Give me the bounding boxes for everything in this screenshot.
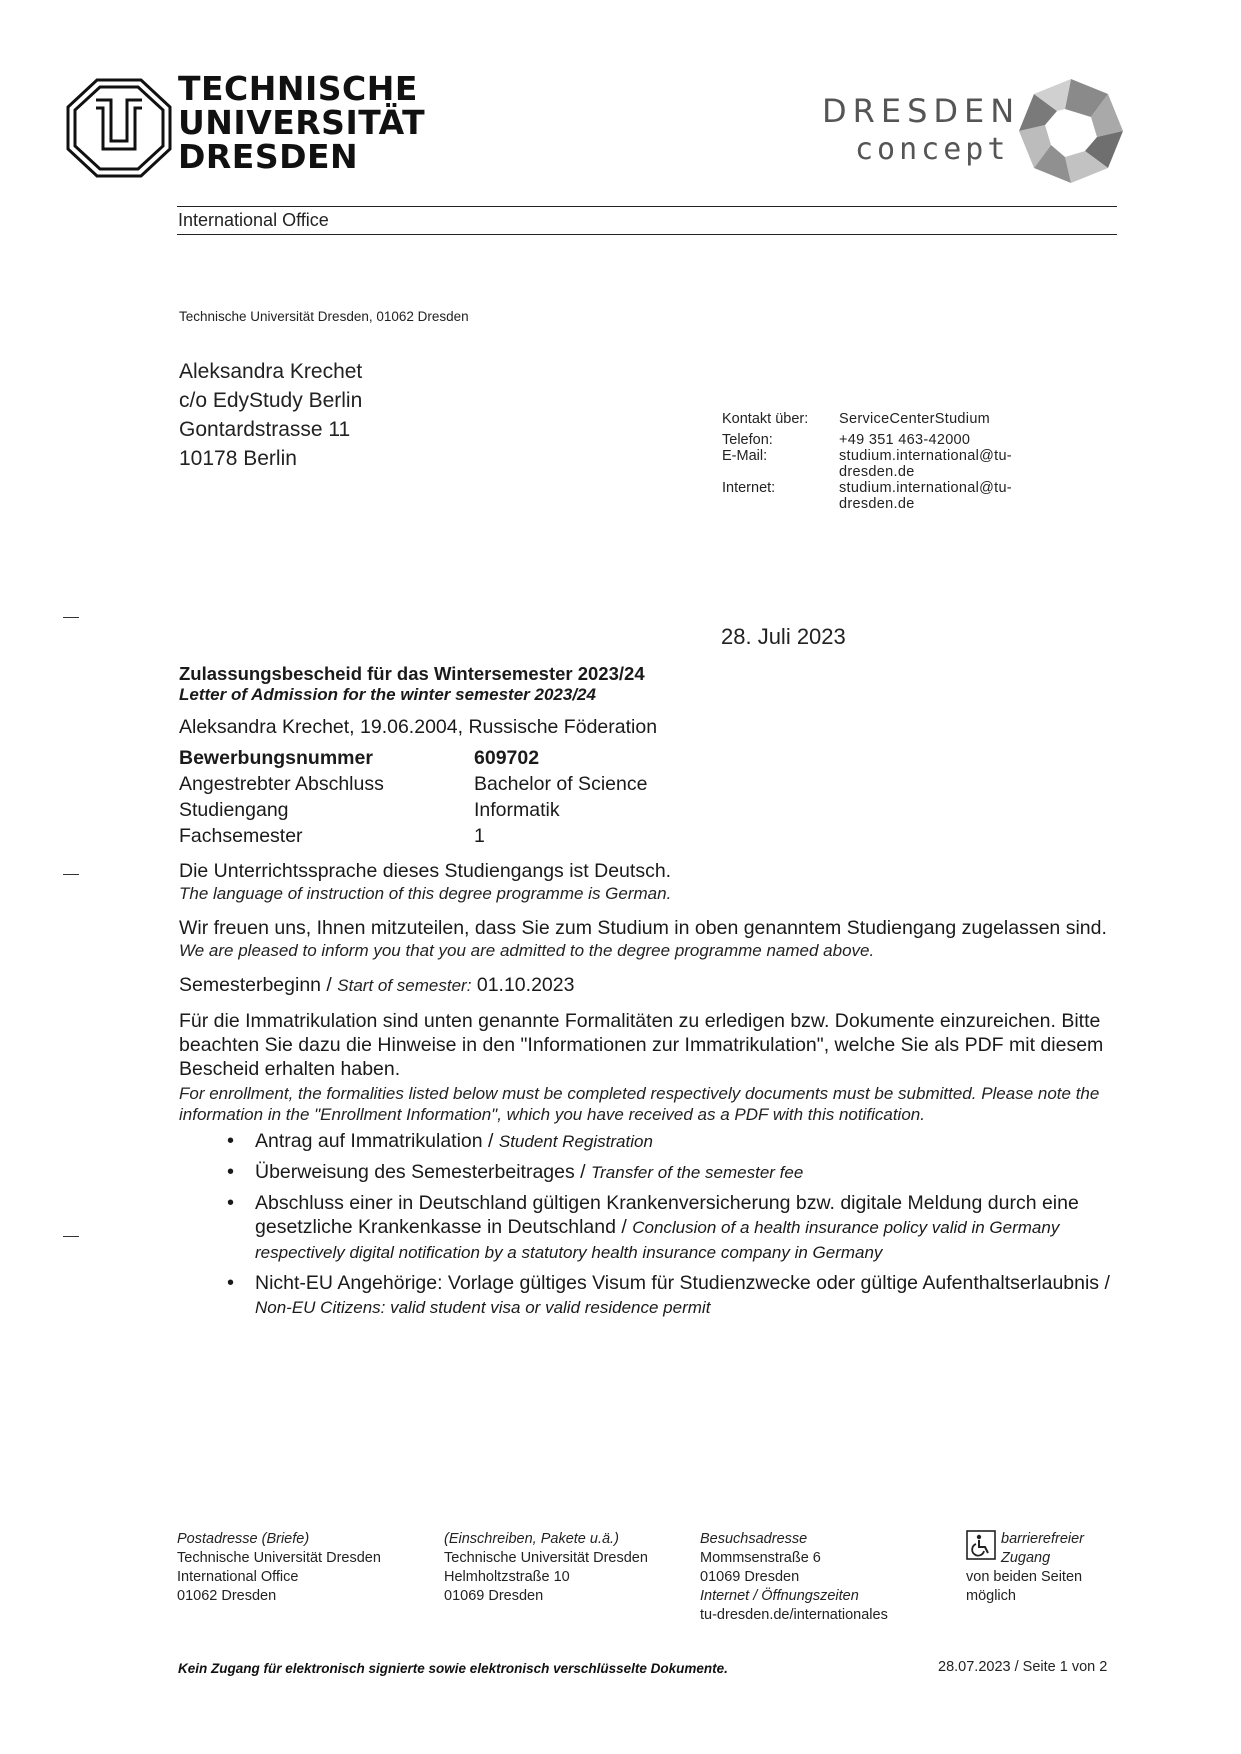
wordmark-line-1: TECHNISCHE <box>178 69 418 108</box>
semester-number-value: 1 <box>474 825 485 847</box>
email-label: E-Mail: <box>722 448 768 464</box>
contact-label: Kontakt über: <box>722 411 809 427</box>
footer-line: 01069 Dresden <box>700 1569 800 1585</box>
degree-value: Bachelor of Science <box>474 773 648 795</box>
letter-body <box>179 663 1129 1326</box>
requirement-de: Nicht-EU Angehörige: Vorlage gültiges Visum für Studienzwecke oder gültige Aufenthaltserlaubnis / <box>255 1272 1110 1294</box>
semester-start-label-en: Start of semester: <box>337 976 472 995</box>
internet-label: Internet: <box>722 480 776 496</box>
fold-mark-3 <box>63 1236 79 1237</box>
recipient-street: Gontardstrasse 11 <box>179 418 351 441</box>
footer-heading: Besuchsadresse <box>700 1531 808 1547</box>
programme-value: Informatik <box>474 799 560 821</box>
list-item <box>255 1191 1129 1265</box>
admission-german: Wir freuen uns, Ihnen mitzuteilen, dass Sie zum Studium in oben genanntem Studiengang zugelassen sind. <box>179 917 1107 939</box>
footer-heading: (Einschreiben, Pakete u.ä.) <box>444 1531 619 1547</box>
wheelchair-icon <box>966 1530 996 1560</box>
footer-line: 01062 Dresden <box>177 1588 277 1604</box>
semester-start-label-de: Semesterbeginn / <box>179 974 332 996</box>
contact-value: ServiceCenterStudium <box>839 411 991 427</box>
fold-mark-1 <box>63 617 79 618</box>
requirement-en: Non-EU Citizens: valid student visa or valid residence permit <box>255 1298 711 1317</box>
footer-line: möglich <box>966 1588 1016 1604</box>
footer-line: Helmholtzstraße 10 <box>444 1569 570 1585</box>
enrollment-german: Für die Immatrikulation sind unten genannte Formalitäten zu erledigen bzw. Dokumente einzureichen. Bitte beachten Sie dazu die Hinweise in den "Informationen zur Immatrikulation", welche Sie als PDF mit diesem Bescheid erhalten haben. <box>179 1010 1104 1080</box>
footer-heading: Postadresse (Briefe) <box>177 1531 310 1547</box>
dresden-concept-word-1: DRESDEN <box>822 92 1021 130</box>
dresden-concept-word-2: concept <box>855 132 1010 167</box>
footer-accessibility <box>966 1530 1084 1606</box>
semester-start-date: 01.10.2023 <box>476 974 575 996</box>
bottom-note: Kein Zugang für elektronisch signierte sowie elektronisch verschlüsselte Dokumente. <box>178 1661 728 1676</box>
internet-value-line-1: studium.international@tu- <box>839 480 1012 496</box>
department-name: International Office <box>178 210 329 230</box>
language-german: Die Unterrichtssprache dieses Studiengangs ist Deutsch. <box>179 860 672 882</box>
page-info: 28.07.2023 / Seite 1 von 2 <box>938 1659 1108 1675</box>
recipient-address <box>179 357 362 473</box>
footer-line: Technische Universität Dresden <box>177 1550 381 1566</box>
sender-line: Technische Universität Dresden, 01062 Dresden <box>179 309 469 324</box>
requirement-de: Abschluss einer in Deutschland gültigen Krankenversicherung bzw. digitale Meldung durch eine gesetzliche Krankenkasse in Deutschland / <box>255 1192 1079 1238</box>
requirement-en: Conclusion of a health insurance policy valid in Germany respectively digital notification by a statutory health insurance company in Germany <box>255 1218 1060 1262</box>
subject-english: Letter of Admission for the winter semester 2023/24 <box>179 685 596 704</box>
semester-number-label: Fachsemester <box>179 825 303 847</box>
letter-date: 28. Juli 2023 <box>721 624 846 649</box>
programme-label: Studiengang <box>179 799 289 821</box>
list-item <box>255 1160 1129 1185</box>
requirement-de: Antrag auf Immatrikulation / <box>255 1130 494 1152</box>
accessibility-heading-2: Zugang <box>1001 1550 1051 1566</box>
footer-website[interactable]: tu-dresden.de/internationales <box>700 1607 888 1623</box>
footer-line: Technische Universität Dresden <box>444 1550 648 1566</box>
internet-value <box>839 480 1039 512</box>
application-number-label: Bewerbungsnummer <box>179 747 373 769</box>
language-english: The language of instruction of this degree programme is German. <box>179 884 672 903</box>
requirement-en: Student Registration <box>498 1132 653 1151</box>
phone-label: Telefon: <box>722 432 773 448</box>
contact-block <box>722 411 1039 512</box>
tu-dresden-logo <box>66 78 172 178</box>
footer-visit-address <box>700 1530 888 1625</box>
header-rule-bottom <box>177 234 1117 235</box>
footer-parcel-address <box>444 1530 648 1606</box>
accessibility-heading-1: barrierefreier <box>1001 1531 1084 1547</box>
footer-line-italic: Internet / Öffnungszeiten <box>700 1588 859 1604</box>
footer-line: von beiden Seiten <box>966 1569 1083 1585</box>
footer-line: Mommsenstraße 6 <box>700 1550 821 1566</box>
fold-mark-2 <box>63 874 79 875</box>
footer-postal-address <box>177 1530 381 1606</box>
admission-english: We are pleased to inform you that you are admitted to the degree programme named above. <box>179 941 875 960</box>
wordmark-line-2: UNIVERSITÄT <box>178 103 426 142</box>
header-rule-top <box>177 206 1117 207</box>
email-value <box>839 448 1039 480</box>
semester-start <box>179 973 1129 997</box>
list-item <box>255 1129 1129 1154</box>
applicant-line: Aleksandra Krechet, 19.06.2004, Russische Föderation <box>179 716 658 738</box>
dresden-concept-logo <box>1016 76 1126 186</box>
subject-german: Zulassungsbescheid für das Wintersemester 2023/24 <box>179 663 645 684</box>
recipient-co: c/o EdyStudy Berlin <box>179 389 363 412</box>
phone-value: +49 351 463-42000 <box>839 432 971 448</box>
email-value-line-2: dresden.de <box>839 464 915 480</box>
list-item <box>255 1271 1129 1320</box>
recipient-name: Aleksandra Krechet <box>179 360 363 383</box>
wordmark-line-3: DRESDEN <box>178 137 359 176</box>
footer-line: 01069 Dresden <box>444 1588 544 1604</box>
enrollment-english: For enrollment, the formalities listed below must be completed respectively documents must be submitted. Please note the information in the "Enrollment Information", which you have received as a PDF with this notification. <box>179 1084 1100 1124</box>
email-value-line-1: studium.international@tu- <box>839 448 1012 464</box>
footer-line: International Office <box>177 1569 299 1585</box>
requirement-de: Überweisung des Semesterbeitrages / <box>255 1161 586 1183</box>
recipient-city: 10178 Berlin <box>179 447 297 470</box>
degree-label: Angestrebter Abschluss <box>179 773 384 795</box>
internet-value-line-2: dresden.de <box>839 496 915 512</box>
application-number-value: 609702 <box>474 747 540 769</box>
admission-details <box>179 745 1129 849</box>
requirement-en: Transfer of the semester fee <box>591 1163 804 1182</box>
requirements-list <box>179 1129 1129 1320</box>
university-wordmark <box>178 69 426 176</box>
